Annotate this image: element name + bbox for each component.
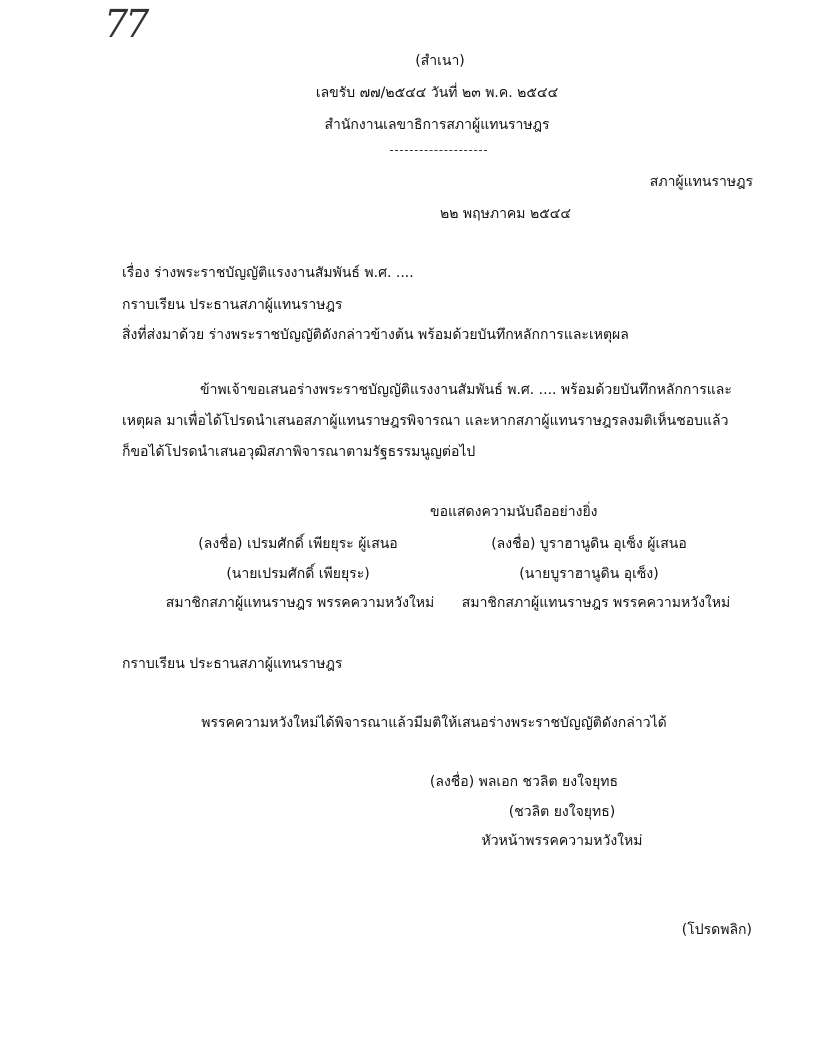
signer-1-name: (นายเปรมศักดิ์ เพียยุระ) <box>226 566 370 582</box>
signer-1-position: สมาชิกสภาผู้แทนราษฎร พรรคความหวังใหม่ <box>165 595 435 611</box>
body-line-3: ก็ขอได้โปรดนำเสนอวุฒิสภาพิจารณาตามรัฐธรรมนูญต่อไป <box>122 444 476 460</box>
enclosure-line: สิ่งที่ส่งมาด้วย ร่างพระราชบัญญัติดังกล่าวข้างต้น พร้อมด้วยบันทึกหลักการและเหตุผล <box>122 327 629 343</box>
please-turn-over: (โปรดพลิก) <box>681 922 752 938</box>
body-line-1: ข้าพเจ้าขอเสนอร่างพระราชบัญญัติแรงงานสัมพันธ์ พ.ศ. .... พร้อมด้วยบันทึกหลักการและ <box>200 382 732 398</box>
closing-phrase: ขอแสดงความนับถืออย่างยิ่ง <box>430 504 598 520</box>
body-paragraph <box>122 375 744 468</box>
signer-2-name: (นายบูราฮานูดิน อุเซ็ง) <box>519 566 659 582</box>
leader-name: (ชวลิต ยงใจยุทธ) <box>508 804 616 820</box>
signer-1-signature: (ลงชื่อ) เปรมศักดิ์ เพียยุระ ผู้เสนอ <box>198 536 398 552</box>
leader-signature: (ลงชื่อ) พลเอก ชวลิต ยงใจยุทธ <box>429 774 619 790</box>
signer-2-signature: (ลงชื่อ) บูราฮานูดิน อุเซ็ง ผู้เสนอ <box>491 536 687 552</box>
salutation: กราบเรียน ประธานสภาผู้แทนราษฎร <box>122 297 343 313</box>
sender-name: สภาผู้แทนราษฎร <box>649 174 753 190</box>
leader-title: หัวหน้าพรรคความหวังใหม่ <box>481 833 643 849</box>
document-date: ๒๒ พฤษภาคม ๒๕๔๔ <box>440 206 571 222</box>
receipt-number-line: เลขรับ ๗๗/๒๕๔๔ วันที่ ๒๓ พ.ค. ๒๕๔๔ <box>315 85 559 101</box>
office-name: สำนักงานเลขาธิการสภาผู้แทนราษฎร <box>324 117 550 133</box>
copy-label: (สำเนา) <box>415 53 465 69</box>
signer-2-position: สมาชิกสภาผู้แทนราษฎร พรรคความหวังใหม่ <box>461 595 731 611</box>
party-statement: พรรคความหวังใหม่ได้พิจารณาแล้วมีมติให้เสนอร่างพระราชบัญญัติดังกล่าวได้ <box>201 715 667 731</box>
handwritten-page-number: 77 <box>104 2 147 46</box>
subject-line: เรื่อง ร่างพระราชบัญญัติแรงงานสัมพันธ์ พ.ศ. .... <box>122 265 414 281</box>
body-line-2: เหตุผล มาเพื่อได้โปรดนำเสนอสภาผู้แทนราษฎรพิจารณา และหากสภาผู้แทนราษฎรลงมติเห็นชอบแล้ว <box>122 413 729 429</box>
second-salutation: กราบเรียน ประธานสภาผู้แทนราษฎร <box>122 656 343 672</box>
header-divider <box>390 150 487 151</box>
